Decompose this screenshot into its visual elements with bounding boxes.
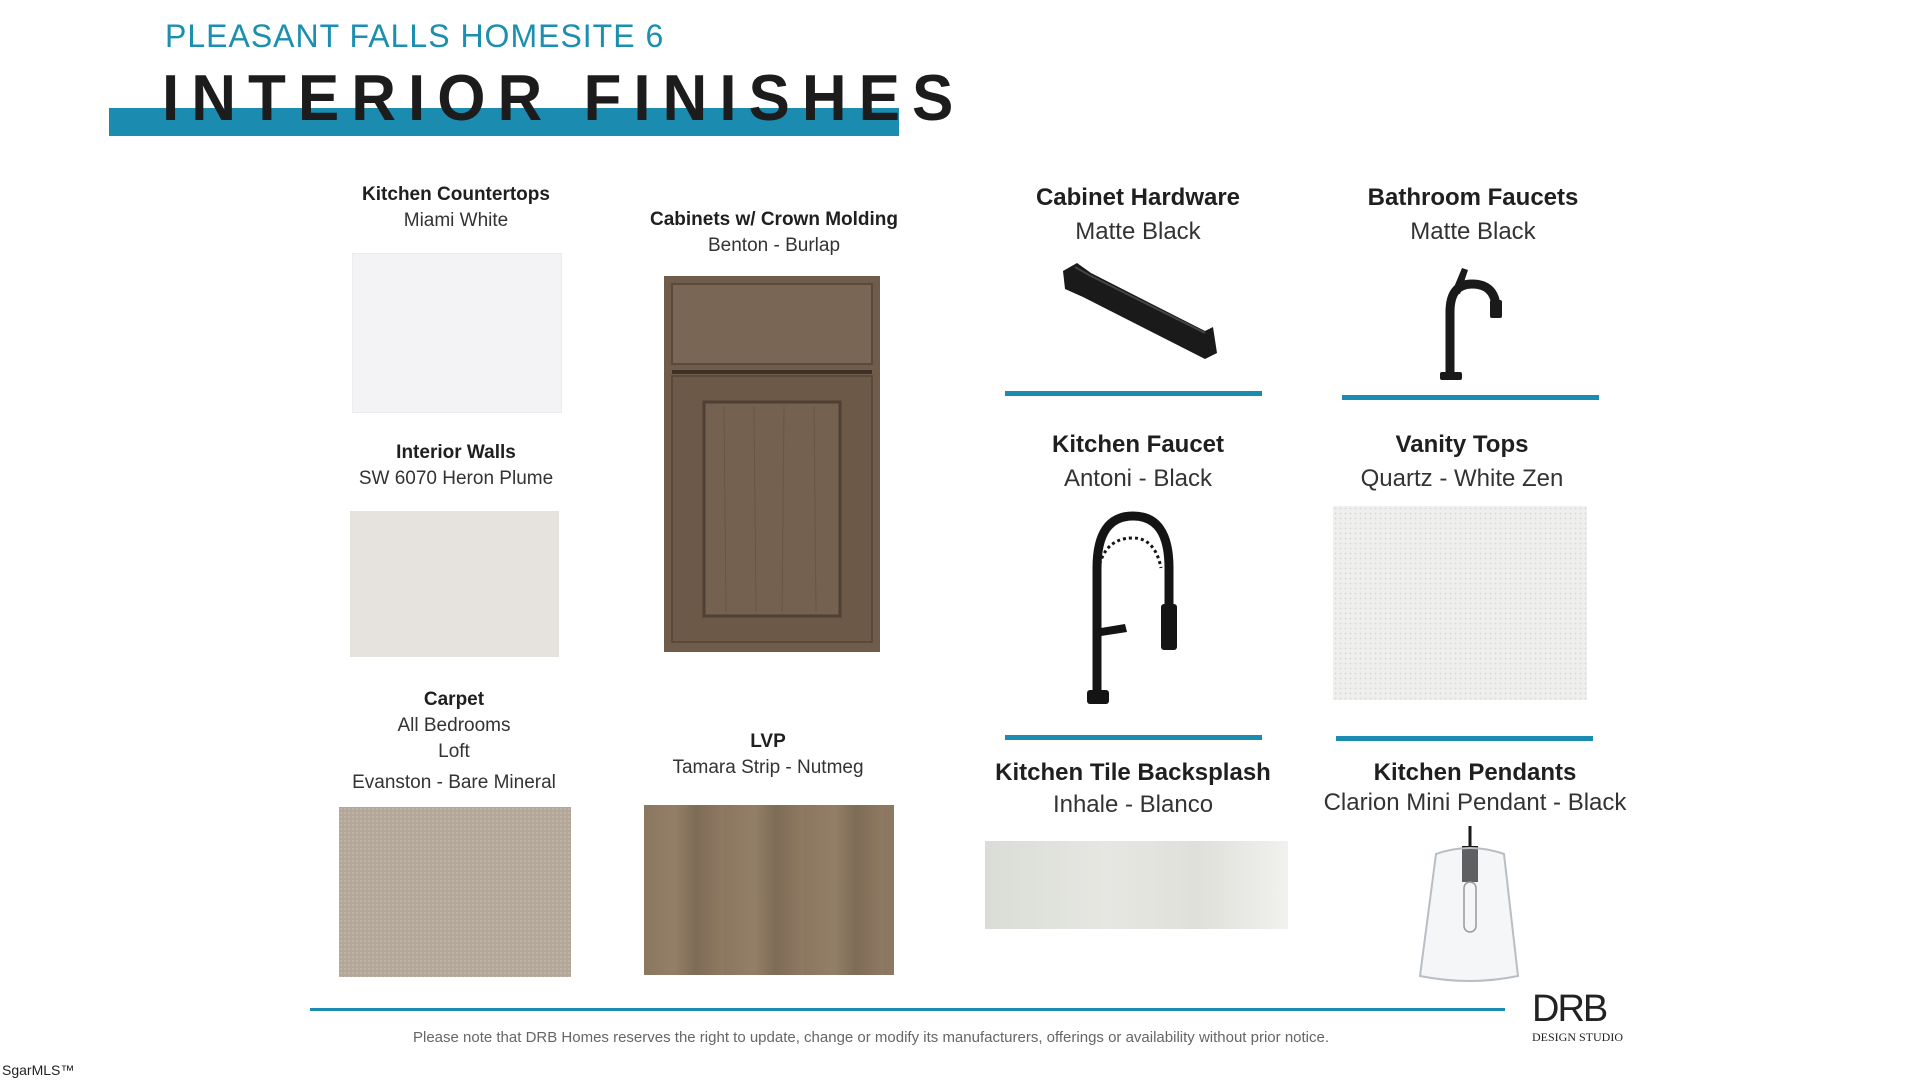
section-divider (1005, 735, 1262, 740)
item-subtitle: Matte Black (1075, 218, 1201, 245)
vanity-top-swatch (1333, 506, 1587, 700)
disclaimer-note: Please note that DRB Homes reserves the right to update, change or modify its manufacturers, offerings or availability without prior notice. (413, 1029, 1330, 1046)
mls-badge: SgarMLS™ (2, 1062, 75, 1078)
footer-divider (310, 1008, 1505, 1011)
item-title: LVP (750, 731, 786, 752)
item-subtitle: Matte Black (1410, 218, 1536, 245)
item-title: Carpet (423, 689, 485, 710)
item-title: Kitchen Pendants (1373, 759, 1577, 786)
item-title: Kitchen Tile Backsplash (995, 759, 1271, 786)
item-subtitle: Clarion Mini Pendant - Black (1323, 789, 1627, 816)
item-title: Vanity Tops (1395, 431, 1529, 458)
drb-design-studio-logo (1532, 990, 1623, 1045)
section-divider (1336, 736, 1593, 741)
logo-name: DRB (1532, 988, 1607, 1030)
pendant-light-image (1408, 826, 1528, 986)
carpet-swatch (339, 807, 571, 977)
bathroom-faucet-image (1432, 262, 1512, 382)
cabinet-pull-image (1055, 255, 1225, 365)
item-title: Kitchen Faucet (1051, 431, 1225, 458)
item-subtitle: Quartz - White Zen (1360, 465, 1564, 492)
homesite-subtitle: PLEASANT FALLS HOMESITE 6 (165, 18, 665, 54)
item-subtitle: Benton - Burlap (707, 235, 841, 256)
item-title: Interior Walls (396, 442, 516, 463)
logo-tagline: DESIGN STUDIO (1532, 1030, 1623, 1044)
item-subtitle: Antoni - Black (1063, 465, 1213, 492)
item-subtitle: Miami White (403, 210, 509, 231)
backsplash-tile-swatch (985, 841, 1288, 929)
item-subtitle: SW 6070 Heron Plume (358, 468, 554, 489)
wall-paint-swatch (350, 511, 559, 657)
section-divider (1342, 395, 1599, 400)
item-subtitle: Evanston - Bare Mineral (352, 772, 556, 793)
item-title: Bathroom Faucets (1367, 184, 1579, 211)
item-subtitle: Inhale - Blanco (1052, 791, 1214, 818)
item-subtitle: All Bedrooms (397, 715, 511, 736)
cabinet-door-image (664, 276, 880, 652)
item-title: Cabinets w/ Crown Molding (649, 209, 899, 230)
page-title: INTERIOR FINISHES (162, 62, 966, 135)
countertop-swatch (352, 253, 562, 413)
item-title: Cabinet Hardware (1035, 184, 1241, 211)
item-title: Kitchen Countertops (362, 184, 550, 205)
kitchen-faucet-image (1075, 508, 1185, 708)
lvp-swatch (644, 805, 894, 975)
item-subtitle: Loft (438, 741, 470, 762)
section-divider (1005, 391, 1262, 396)
item-subtitle: Tamara Strip - Nutmeg (672, 757, 864, 778)
